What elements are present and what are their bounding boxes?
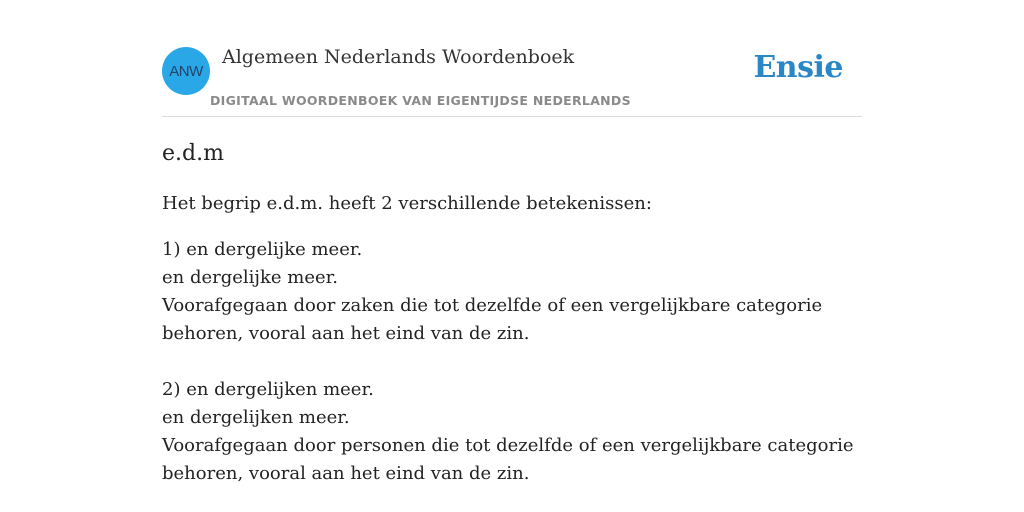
anw-logo-text: ANW (169, 62, 203, 80)
dictionary-title[interactable]: Algemeen Nederlands Woordenboek (222, 46, 575, 68)
meaning-2 (162, 376, 862, 488)
dictionary-subtitle: DIGITAAL WOORDENBOEK VAN EIGENTIJDSE NEDERLANDS (210, 93, 631, 108)
meaning-definition: Voorafgegaan door zaken die tot dezelfde of een vergelijkbare categorie behoren, vooral aan het eind van de zin. (162, 295, 823, 344)
meaning-heading: 1) en dergelijke meer. (162, 239, 363, 260)
meaning-1 (162, 236, 862, 348)
meaning-heading: 2) en dergelijken meer. (162, 379, 374, 400)
meaning-expansion: en dergelijken meer. (162, 407, 350, 428)
ensie-logo[interactable]: Ensie (753, 50, 843, 85)
entry-term: e.d.m (162, 141, 224, 166)
dictionary-header (162, 40, 862, 117)
entry-intro: Het begrip e.d.m. heeft 2 verschillende betekenissen: (162, 193, 652, 214)
meaning-expansion: en dergelijke meer. (162, 267, 339, 288)
entry-content (162, 138, 862, 512)
meaning-definition: Voorafgegaan door personen die tot dezelfde of een vergelijkbare categorie behoren, vooral aan het eind van de zin. (162, 435, 854, 484)
anw-logo[interactable] (162, 47, 210, 95)
